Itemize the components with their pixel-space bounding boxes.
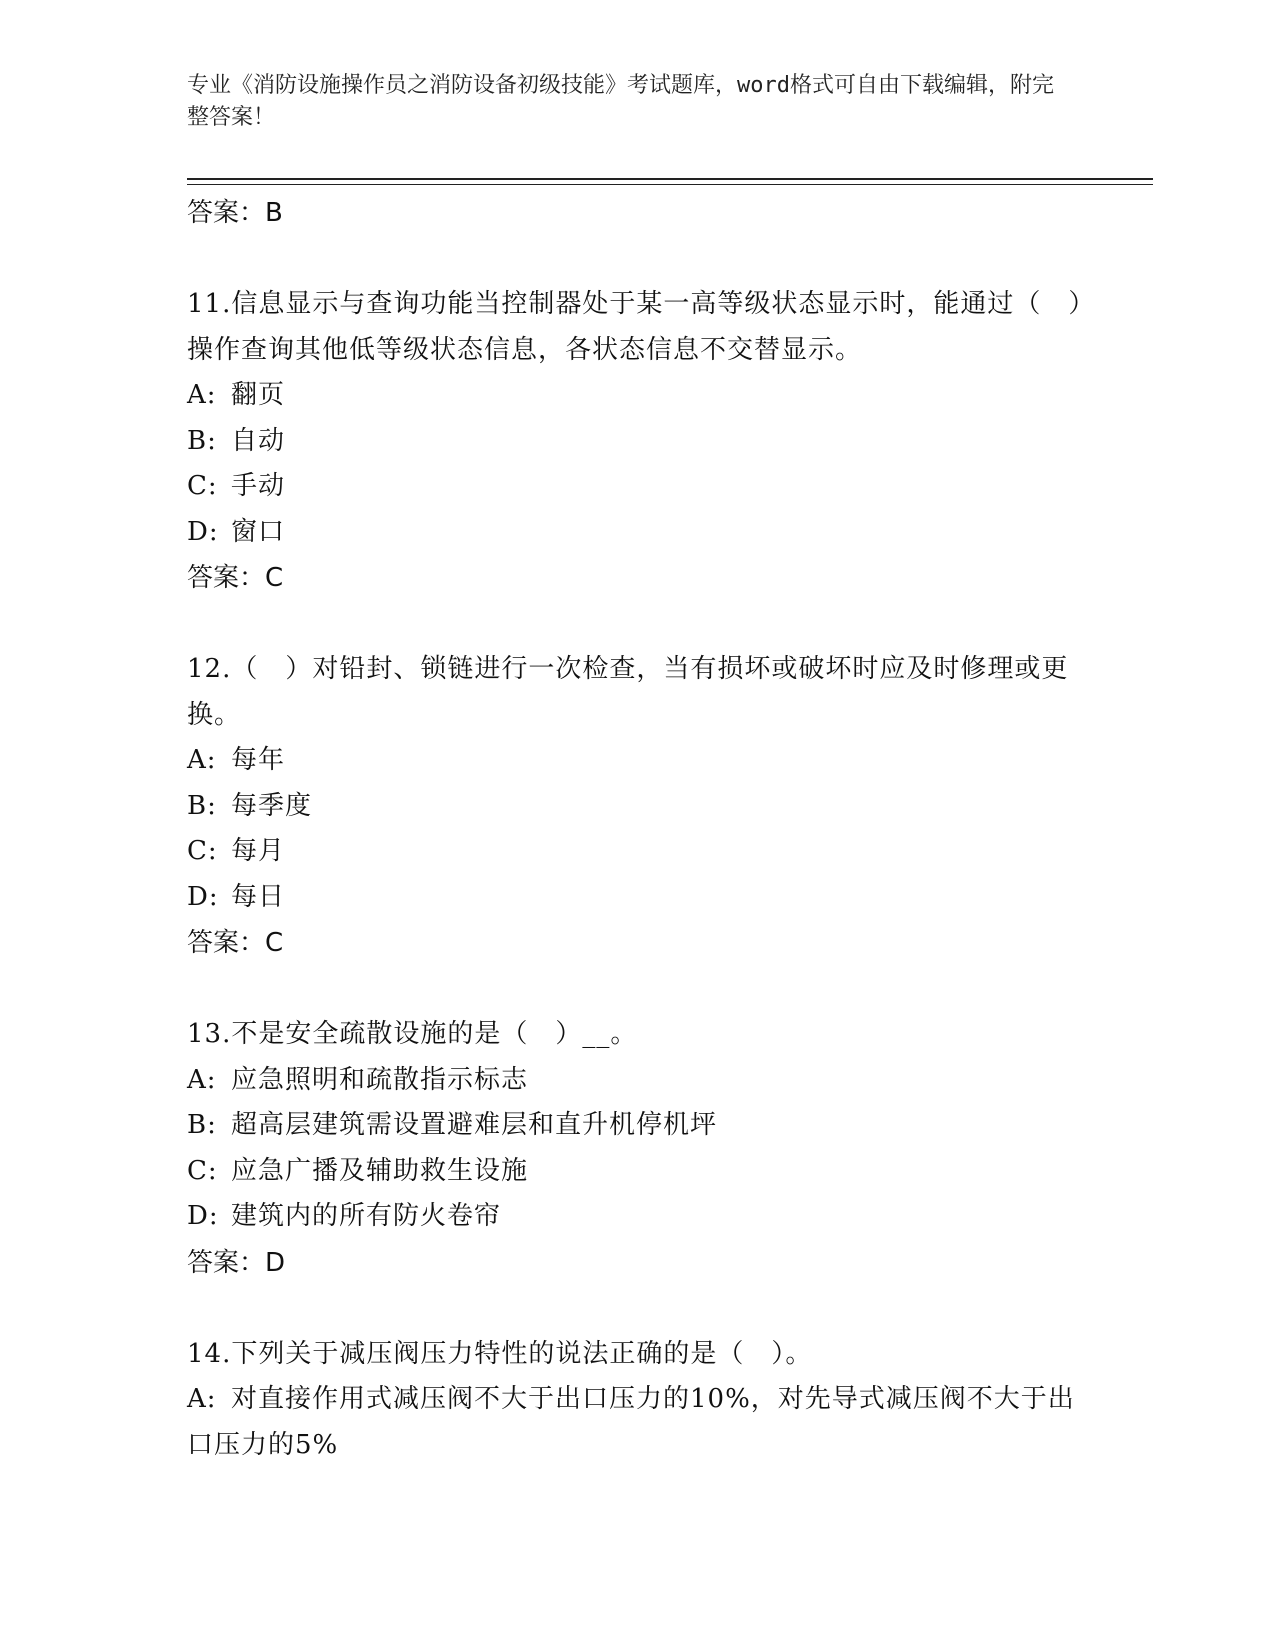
answer-line: 答案：C [187,563,284,593]
option-label: A: [187,1384,217,1414]
option-a [187,373,1087,419]
option-label: B: [187,1110,217,1140]
option-text: 每月 [231,836,286,866]
option-text: 自动 [231,425,286,456]
option-b [187,419,1087,465]
option-a [187,1377,1087,1468]
option-label: D: [187,516,219,547]
option-c [187,829,1087,875]
option-text: 每年 [231,745,286,775]
option-label: D: [187,1201,219,1231]
option-text: 翻页 [231,380,286,410]
header-divider-thick [187,178,1153,180]
header-divider-thin [187,184,1153,185]
question-13 [187,1012,1087,1286]
option-text: 应急广播及辅助救生设施 [231,1155,529,1186]
answer-line: 答案：D [187,1247,286,1278]
option-label: D: [187,881,219,912]
question-text: 14.下列关于减压阀压力特性的说法正确的是（ ）。 [187,1338,813,1369]
question-text: 12.（ ）对铅封、锁链进行一次检查，当有损坏或破坏时应及时修理或更换。 [187,654,1069,730]
option-c [187,1149,1087,1195]
option-b [187,784,1087,830]
option-a [187,738,1087,784]
option-d [187,1194,1087,1240]
document-header: 专业《消防设施操作员之消防设备初级技能》考试题库，word格式可自由下载编辑，附完整答案！ [187,73,1054,130]
option-text: 窗口 [231,516,286,547]
option-text: 对直接作用式减压阀不大于出口压力的10%，对先导式减压阀不大于出口压力的5% [187,1384,1075,1460]
question-text: 11.信息显示与查询功能当控制器处于某一高等级状态显示时，能通过（ ）操作查询其他低等级状态信息，各状态信息不交替显示。 [187,289,1083,365]
option-label: A: [187,380,217,410]
option-d [187,510,1087,556]
option-d [187,875,1087,921]
option-text: 建筑内的所有防火卷帘 [231,1201,502,1231]
option-a [187,1058,1087,1104]
option-label: C: [187,471,218,501]
answer-line: 答案：C [187,928,284,958]
option-text: 每季度 [231,790,313,821]
option-text: 手动 [231,471,286,501]
option-text: 每日 [231,881,286,912]
option-label: A: [187,745,217,775]
option-label: B: [187,425,217,456]
question-14 [187,1332,1087,1469]
option-label: C: [187,1155,218,1186]
option-text: 超高层建筑需设置避难层和直升机停机坪 [231,1110,718,1140]
option-label: C: [187,836,218,866]
option-b [187,1103,1087,1149]
option-c [187,464,1087,510]
document-body [187,186,1087,1468]
option-label: A: [187,1064,217,1095]
option-text: 应急照明和疏散指示标志 [231,1064,529,1095]
question-11 [187,282,1087,601]
answer-line: 答案：B [187,198,283,228]
option-label: B: [187,790,217,821]
question-12 [187,647,1087,966]
question-text: 13.不是安全疏散设施的是（ ）__。 [187,1019,638,1049]
